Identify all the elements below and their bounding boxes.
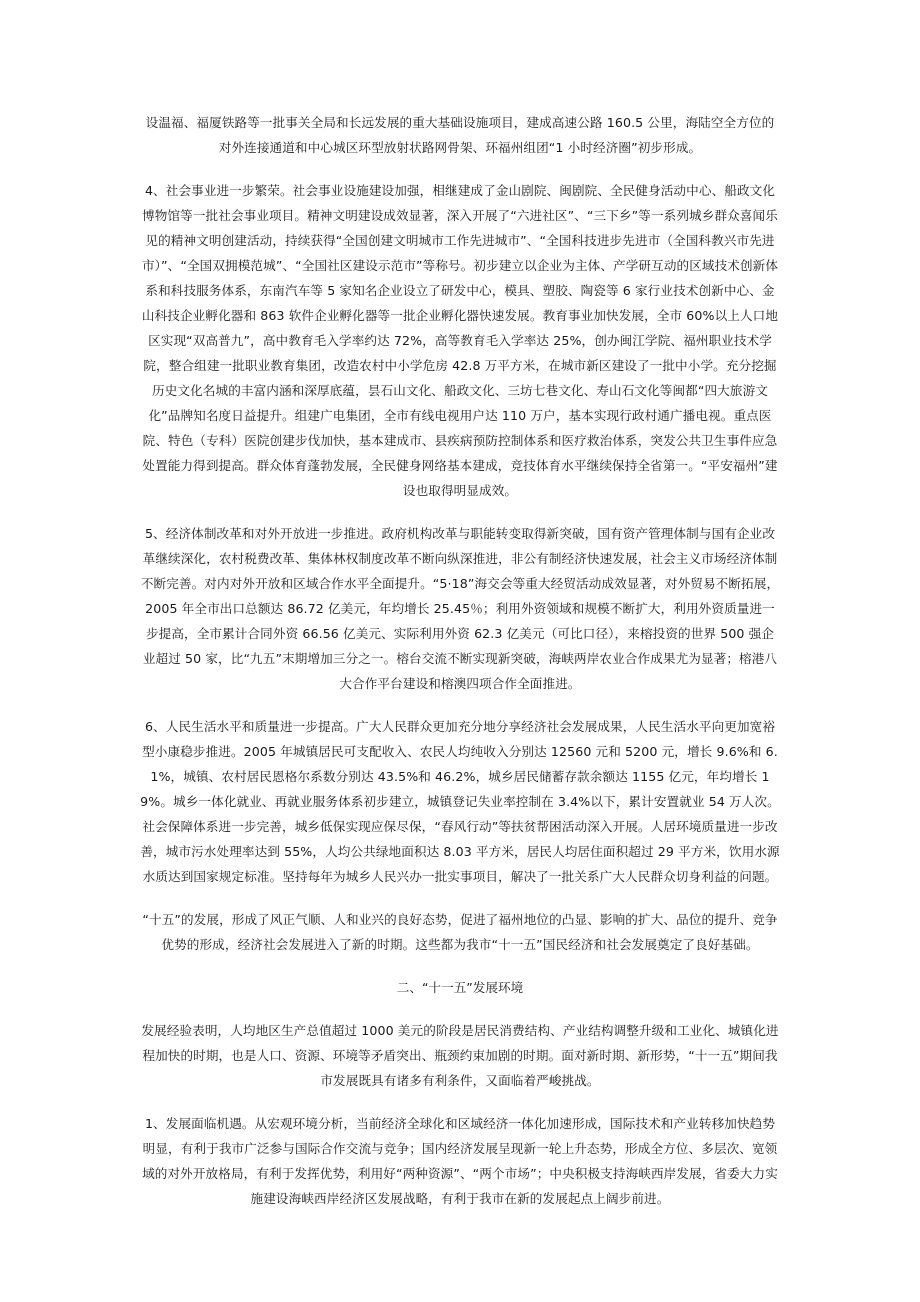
paragraph-development-experience: 发展经验表明，人均地区生产总值超过 1000 美元的阶段是居民消费结构、产业结构调整升级和工业化、城镇化进程加快的时期，也是人口、资源、环境等矛盾突出、瓶颈约束加剧的时期。面对新时期、新形势，“十一五”期间我市发展既具有诸多有利条件，又面临着严峻挑战。 bbox=[141, 1023, 779, 1088]
paragraph-infrastructure: 设温福、福厦铁路等一批事关全局和长远发展的重大基础设施项目，建成高速公路 160.5 公里，海陆空全方位的对外连接通道和中心城区环型放射状路网骨架、环福州组团“1 小时经济圈”初步形成。 bbox=[145, 115, 775, 155]
paragraph-summary: “十五”的发展，形成了风正气顺、人和业兴的良好态势，促进了福州地位的凸显、影响的扩大、品位的提升、竞争优势的形成，经济社会发展进入了新的时期。这些都为我市“十一五”国民经济和社会发展奠定了良好基础。 bbox=[142, 912, 778, 952]
paragraph-living-standards: 6、人民生活水平和质量进一步提高。广大人民群众更加充分地分享经济社会发展成果，人民生活水平向更加宽裕型小康稳步推进。2005 年城镇居民可支配收入、农民人均纯收入分别达 12560 元和 5200 元，增长 9.6%和 6.1%，城镇、农村居民恩格尔系数分别达 43.5%和 46.2%，城乡居民储蓄存款余额达 1155 亿元，年均增长 19%。城乡一体化就业、再就业服务体系初步建立，城镇登记失业率控制在 3.4%以下，累计安置就业 54 万人次。社会保障体系进一步完善，城乡低保实现应保尽保，“春风行动”等扶贫帮困活动深入开展。人居环境质量进一步改善，城市污水处理率达到 55%，人均公共绿地面积达 8.03 平方米，居民人均居住面积超过 29 平方米，饮用水源水质达到国家规定标准。坚持每年为城乡人民兴办一批实事项目，解决了一批关系广大人民群众切身利益的问题。 bbox=[140, 719, 780, 884]
paragraph-opportunities: 1、发展面临机遇。从宏观环境分析，当前经济全球化和区域经济一体化加速形成，国际技术和产业转移加快趋势明显，有利于我市广泛参与国际合作交流与竞争；国内经济发展呈现新一轮上升态势，形成全方位、多层次、宽领域的对外开放格局，有利于发挥优势，利用好“两种资源”、“两个市场”；中央积极支持海峡西岸发展，省委大力实施建设海峡西岸经济区发展战略，有利于我市在新的发展起点上阔步前进。 bbox=[142, 1116, 778, 1206]
paragraph-social-affairs: 4、社会事业进一步繁荣。社会事业设施建设加强，相继建成了金山剧院、闽剧院、全民健身活动中心、船政文化博物馆等一批社会事业项目。精神文明建设成效显著，深入开展了“六进社区”、“三下乡”等一系列城乡群众喜闻乐见的精神文明创建活动，持续获得“全国创建文明城市工作先进城市”、“全国科技进步先进市（全国科教兴市先进市）”、“全国双拥模范城”、“全国社区建设示范市”等称号。初步建立以企业为主体、产学研互动的区域技术创新体系和科技服务体系，东南汽车等 5 家知名企业设立了研发中心，模具、塑胶、陶瓷等 6 家行业技术创新中心、金山科技企业孵化器和 863 软件企业孵化器等一批企业孵化器快速发展。教育事业加快发展，全市 60%以上人口地区实现“双高普九”，高中教育毛入学率约达 72%，高等教育毛入学率达 25%，创办闽江学院、福州职业技术学院，整合组建一批职业教育集团，改造农村中小学危房 42.8 万平方米，在城市新区建设了一批中小学。充分挖掘历史文化名城的丰富内涵和深厚底蕴，昙石山文化、船政文化、三坊七巷文化、寿山石文化等闽都“四大旅游文化”品牌知名度日益提升。组建广电集团，全市有线电视用户达 110 万户，基本实现行政村通广播电视。重点医院、特色（专科）医院创建步伐加快，基本建成市、县疾病预防控制体系和医疗救治体系，突发公共卫生事件应急处置能力得到提高。群众体育蓬勃发展，全民健身网络基本建成，竞技体育水平继续保持全省第一。“平安福州”建设也取得明显成效。 bbox=[141, 183, 779, 498]
section-title: 二、“十一五”发展环境 bbox=[396, 980, 524, 995]
paragraph-economic-reform: 5、经济体制改革和对外开放进一步推进。政府机构改革与职能转变取得新突破，国有资产管理体制与国有企业改革继续深化，农村税费改革、集体林权制度改革不断向纵深推进，非公有制经济快速发展，社会主义市场经济体制不断完善。对内对外开放和区域合作水平全面提升。“5·18”海交会等重大经贸活动成效显著，对外贸易不断拓展，2005 年全市出口总额达 86.72 亿美元，年均增长 25.45％；利用外资领域和规模不断扩大，利用外资质量进一步提高，全市累计合同外资 66.56 亿美元、实际利用外资 62.3 亿美元（可比口径），来榕投资的世界 500 强企业超过 50 家，比“九五”末期增加三分之一。榕台交流不断实现新突破，海峡两岸农业合作成果尤为显著；榕港八大合作平台建设和榕澳四项合作全面推进。 bbox=[140, 526, 780, 691]
document-body bbox=[140, 110, 780, 1229]
